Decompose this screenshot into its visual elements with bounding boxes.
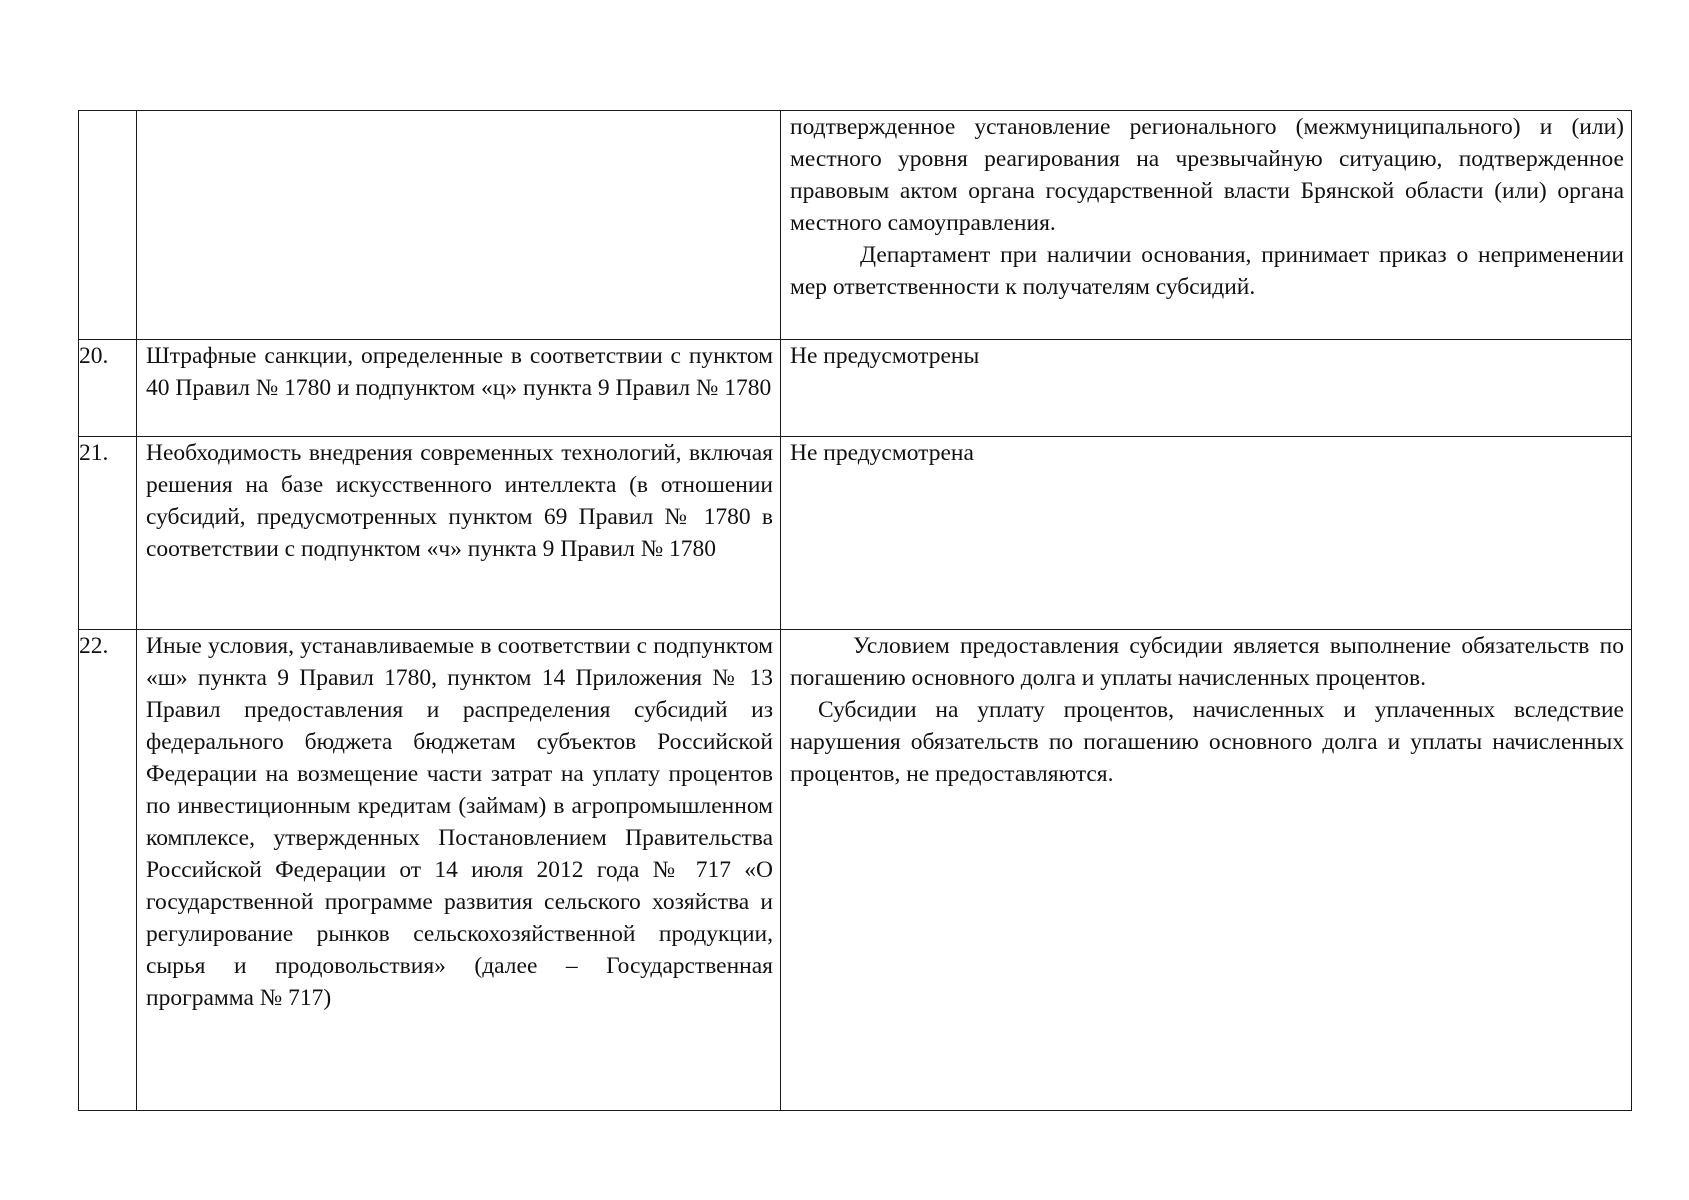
condition-cell	[137, 111, 781, 340]
value-cell	[781, 111, 1632, 340]
conditions-table	[78, 110, 1632, 1111]
value-paragraph: Субсидии на уплату процентов, начисленных и уплаченных вследствие нарушения обязательств по погашению основного долга и уплаты начисленных процентов, не предоставляются.	[790, 697, 1624, 787]
table-row	[79, 630, 1632, 1111]
row-number: 21.	[79, 437, 137, 630]
value-cell	[781, 437, 1632, 630]
value-paragraph: Не предусмотрена	[790, 440, 974, 466]
condition-cell: Иные условия, устанавливаемые в соответствии с подпунктом «ш» пункта 9 Правил 1780, пунктом 14 Приложения № 13 Правил предоставления и распределения субсидий из федерального бюджета бюджетам субъектов Российской Федерации на возмещение части затрат на уплату процентов по инвестиционным кредитам (займам) в агропромышленном комплексе, утвержденных Постановлением Правительства Российской Федерации от 14 июля 2012 года № 717 «О государственной программе развития сельского хозяйства и регулирование рынков сельскохозяйственной продукции, сырья и продовольствия» (далее – Государственная программа № 717)	[137, 630, 781, 1111]
table-row	[79, 340, 1632, 437]
value-paragraph: Департамент при наличии основания, принимает приказ о неприменении мер ответственности к получателям субсидий.	[790, 242, 1624, 300]
row-number	[79, 111, 137, 340]
table-row	[79, 111, 1632, 340]
value-cell	[781, 630, 1632, 1111]
condition-cell: Необходимость внедрения современных технологий, включая решения на базе искусственного интеллекта (в отношении субсидий, предусмотренных пунктом 69 Правил № 1780 в соответствии с подпунктом «ч» пункта 9 Правил № 1780	[137, 437, 781, 630]
condition-cell: Штрафные санкции, определенные в соответствии с пунктом 40 Правил № 1780 и подпунктом «ц» пункта 9 Правил № 1780	[137, 340, 781, 437]
value-paragraph: подтвержденное установление регионального (межмуниципального) и (или) местного уровня реагирования на чрезвычайную ситуацию, подтвержденное правовым актом органа государственной власти Брянской области (или) органа местного самоуправления.	[790, 114, 1624, 236]
value-cell	[781, 340, 1632, 437]
row-number: 22.	[79, 630, 137, 1111]
table-row	[79, 437, 1632, 630]
row-number: 20.	[79, 340, 137, 437]
value-paragraph: Условием предоставления субсидии является выполнение обязательств по погашению основного долга и уплаты начисленных процентов.	[790, 633, 1624, 691]
value-paragraph: Не предусмотрены	[790, 343, 980, 369]
